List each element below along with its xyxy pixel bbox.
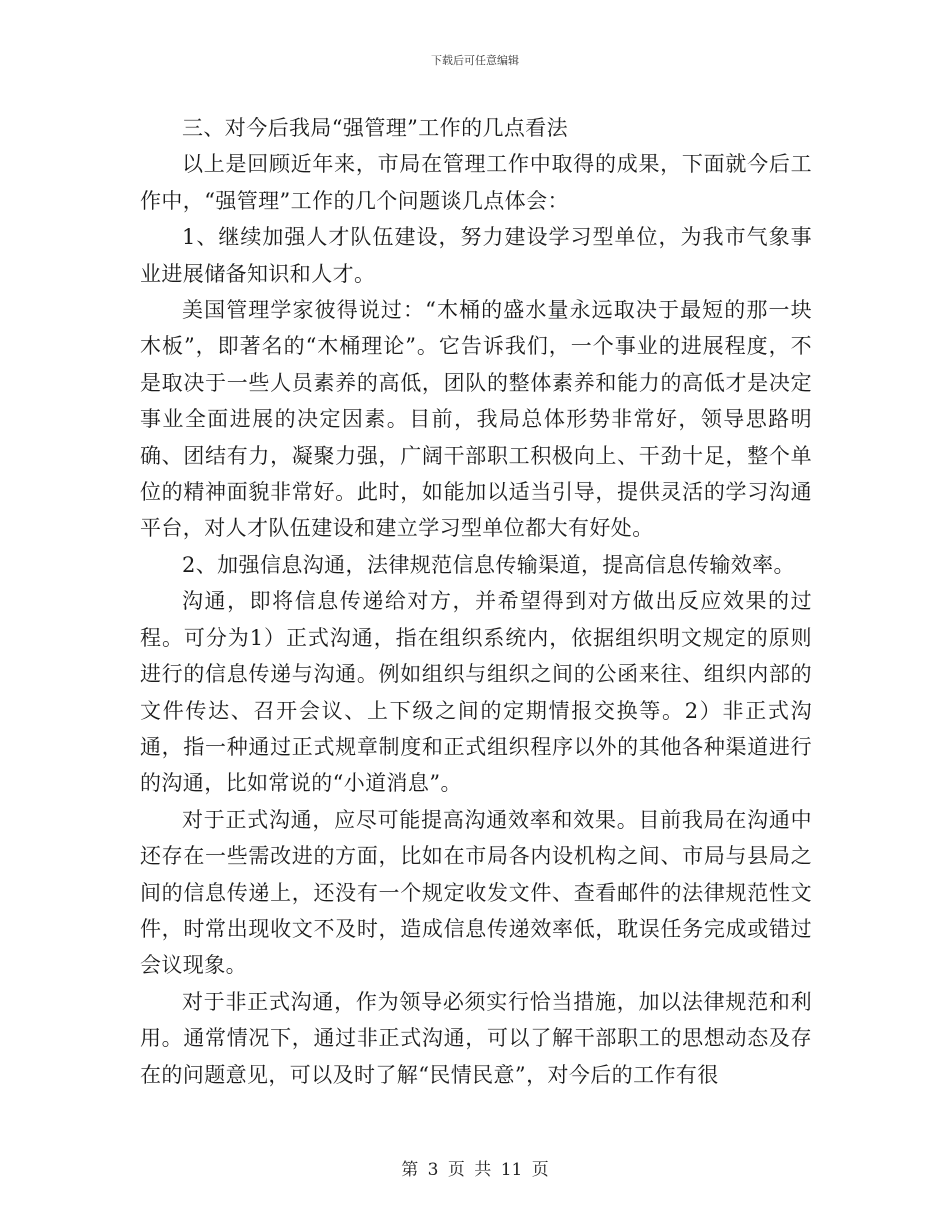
document-body	[140, 110, 812, 1093]
paragraph: 以上是回顾近年来，市局在管理工作中取得的成果，下面就今后工作中，“强管理”工作的几个问题谈几点体会：	[140, 152, 812, 213]
section-heading: 三、对今后我局“强管理”工作的几点看法	[182, 116, 569, 140]
paragraph: 对于非正式沟通，作为领导必须实行恰当措施，加以法律规范和利用。通常情况下，通过非正式沟通，可以了解干部职工的思想动态及存在的问题意见，可以及时了解“民情民意”，对今后的工作有很	[140, 989, 812, 1087]
paragraph: 美国管理学家彼得说过：“木桶的盛水量永远取决于最短的那一块木板”，即著名的“木桶理论”。它告诉我们，一个事业的进展程度，不是取决于一些人员素养的高低，团队的整体素养和能力的高低才是决定事业全面进展的决定因素。目前，我局总体形势非常好，领导思路明确、团结有力，凝聚力强，广阔干部职工积极向上、干劲十足，整个单位的精神面貌非常好。此时，如能加以适当引导，提供灵活的学习沟通平台，对人才队伍建设和建立学习型单位都大有好处。	[140, 298, 812, 541]
paragraph: 沟通，即将信息传递给对方，并希望得到对方做出反应效果的过程。可分为1）正式沟通，指在组织系统内，依据组织明文规定的原则进行的信息传递与沟通。例如组织与组织之间的公函来往、组织内部的文件传达、召开会议、上下级之间的定期情报交换等。2）非正式沟通，指一种通过正式规章制度和正式组织程序以外的其他各种渠道进行的沟通，比如常说的“小道消息”。	[140, 589, 812, 796]
paragraph: 对于正式沟通，应尽可能提高沟通效率和效果。目前我局在沟通中还存在一些需改进的方面，比如在市局各内设机构之间、市局与县局之间的信息传递上，还没有一个规定收发文件、查看邮件的法律规范性文件，时常出现收文不及时，造成信息传递效率低，耽误任务完成或错过会议现象。	[140, 807, 812, 978]
header-note: 下载后可任意编辑	[431, 54, 519, 67]
paragraph: 1、继续加强人才队伍建设，努力建设学习型单位，为我市气象事业进展储备知识和人才。	[140, 225, 812, 286]
paragraph: 2、加强信息沟通，法律规范信息传输渠道，提高信息传输效率。	[182, 552, 795, 577]
page-number: 第 3 页 共 11 页	[401, 1160, 549, 1180]
